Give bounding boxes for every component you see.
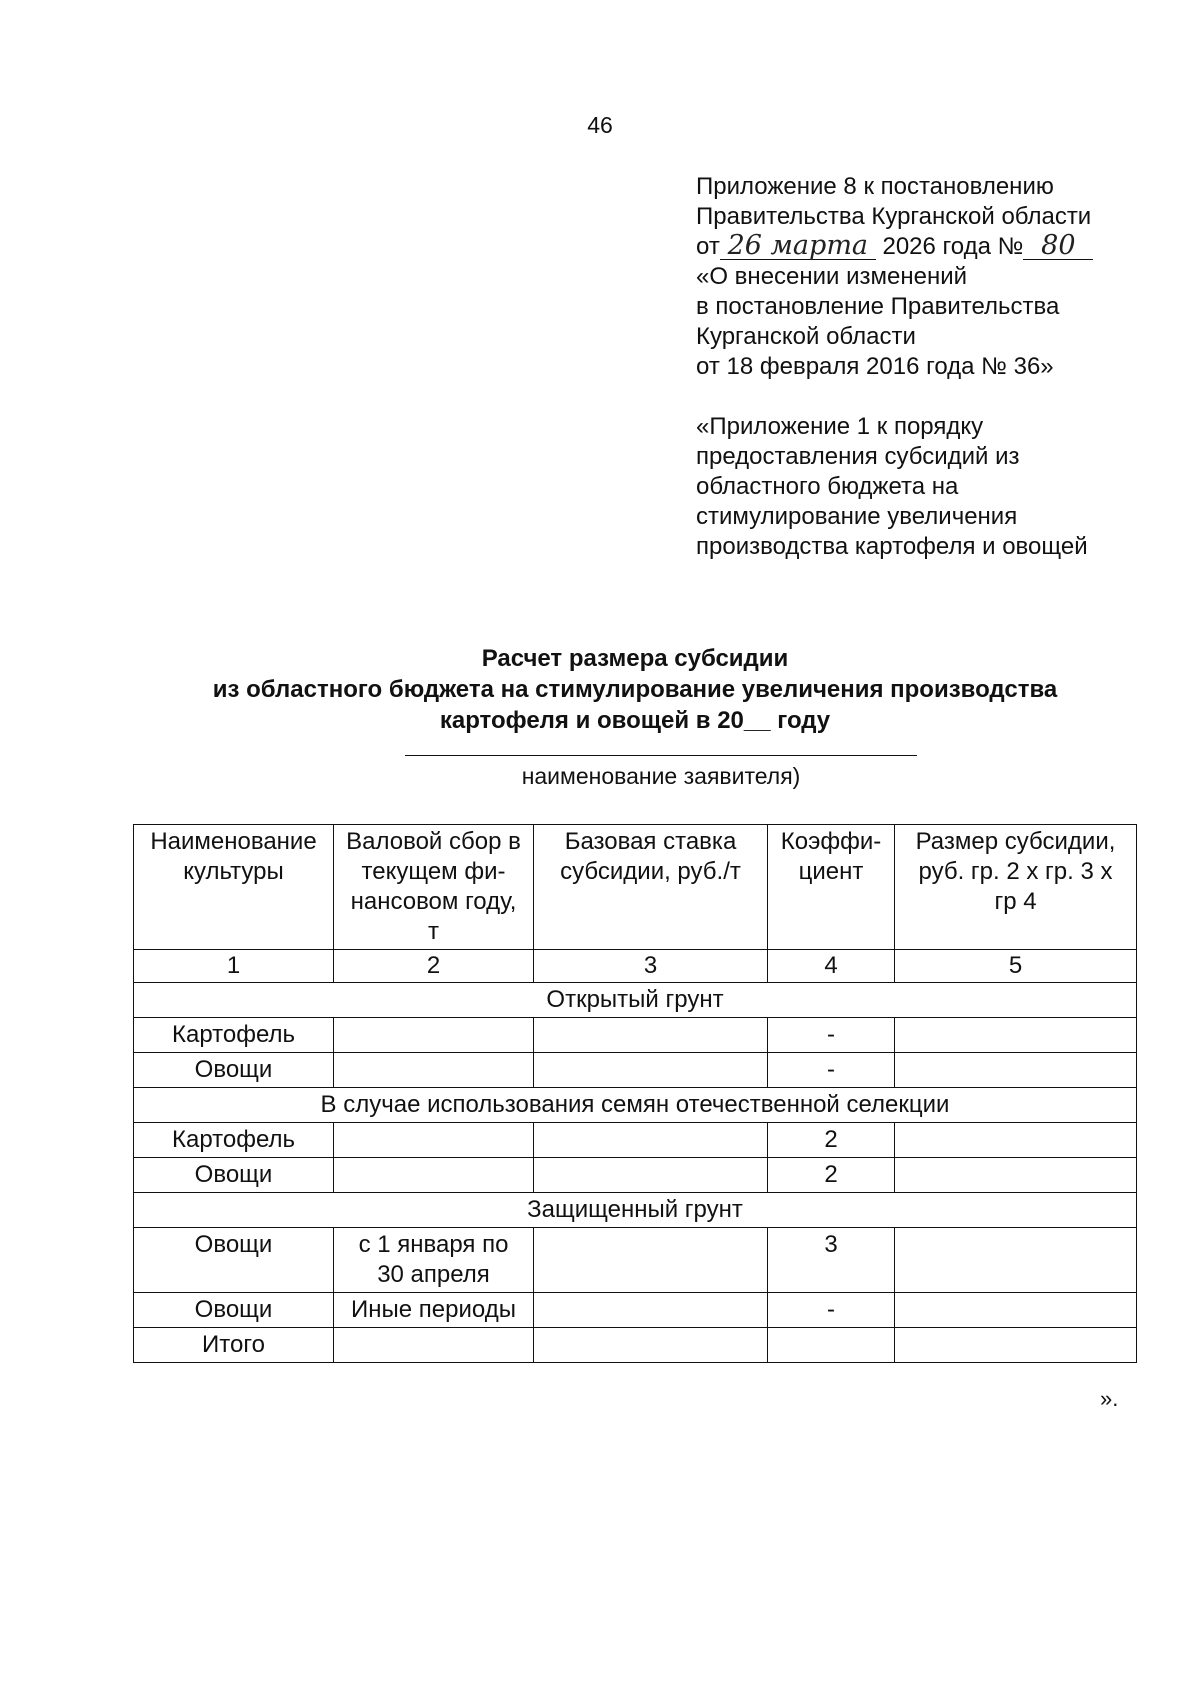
- cell-period: с 1 января по 30 апреля: [334, 1228, 534, 1293]
- title-line: Расчет размера субсидии: [481, 645, 789, 672]
- table-header-row: [134, 825, 1137, 950]
- cell-crop: Картофель: [134, 1123, 334, 1158]
- header-subsidy-amount: Размер субсидии, руб. гр. 2 х гр. 3 х гр 4: [895, 825, 1137, 950]
- cell-total-label: Итого: [134, 1328, 334, 1363]
- cell-base-rate: [534, 1158, 768, 1193]
- header-line: Приложение 8 к постановлению: [696, 173, 1054, 200]
- column-numbers-row: [134, 950, 1137, 983]
- cell-crop: Овощи: [134, 1228, 334, 1293]
- total-row: [134, 1328, 1137, 1363]
- table-row: [134, 1293, 1137, 1328]
- section-row: [134, 1193, 1137, 1228]
- cell-base-rate: [534, 1123, 768, 1158]
- cell-coefficient: -: [768, 1293, 895, 1328]
- handwritten-number: 80: [1023, 233, 1093, 260]
- header-date-middle: 2026 года №: [882, 233, 1024, 260]
- column-number: 3: [534, 950, 768, 983]
- header-date-prefix: от: [696, 233, 720, 260]
- header-line: в постановление Правительства: [696, 293, 1060, 320]
- cell-gross-harvest: [334, 1018, 534, 1053]
- appendix-line: «Приложение 1 к порядку: [696, 413, 984, 440]
- cell-gross-harvest: [334, 1158, 534, 1193]
- resolution-header: [696, 172, 1166, 562]
- section-row: [134, 1088, 1137, 1123]
- column-number: 5: [895, 950, 1137, 983]
- closing-quote-mark: ».: [1100, 1386, 1119, 1411]
- header-line: Курганской области: [696, 323, 916, 350]
- header-crop: Наименование культуры: [134, 825, 334, 950]
- column-number: 1: [134, 950, 334, 983]
- table-row: [134, 1228, 1137, 1293]
- cell-subsidy-amount: [895, 1123, 1137, 1158]
- cell-base-rate: [534, 1228, 768, 1293]
- header-line: от 18 февраля 2016 года № 36»: [696, 353, 1054, 380]
- appendix-line: производства картофеля и овощей: [696, 533, 1088, 560]
- cell-subsidy-amount: [895, 1053, 1137, 1088]
- cell-crop: Овощи: [134, 1158, 334, 1193]
- header-date-line: [696, 232, 1166, 262]
- section-open-ground: Открытый грунт: [134, 983, 1137, 1018]
- cell-base-rate: [534, 1053, 768, 1088]
- column-number: 4: [768, 950, 895, 983]
- handwritten-date: 26 марта: [720, 233, 876, 260]
- cell-gross-harvest: [334, 1123, 534, 1158]
- cell-subsidy-amount: [895, 1018, 1137, 1053]
- appendix-line: стимулирование увеличения: [696, 503, 1018, 530]
- cell-crop: Овощи: [134, 1053, 334, 1088]
- appendix-line: предоставления субсидий из: [696, 443, 1020, 470]
- cell-coefficient: 2: [768, 1123, 895, 1158]
- cell-gross-harvest: [334, 1328, 534, 1363]
- table-row: [134, 1018, 1137, 1053]
- table-row: [134, 1053, 1137, 1088]
- cell-base-rate: [534, 1018, 768, 1053]
- cell-period: Иные периоды: [334, 1293, 534, 1328]
- page-number: 46: [587, 112, 613, 138]
- section-row: [134, 983, 1137, 1018]
- header-line: «О внесении изменений: [696, 263, 968, 290]
- cell-subsidy-amount: [895, 1328, 1137, 1363]
- subsidy-calculation-table: [133, 824, 1137, 1363]
- header-line: Правительства Курганской области: [696, 203, 1092, 230]
- table-row: [134, 1158, 1137, 1193]
- cell-coefficient: 3: [768, 1228, 895, 1293]
- cell-gross-harvest: [334, 1053, 534, 1088]
- applicant-name-underline: [405, 755, 917, 756]
- column-number: 2: [334, 950, 534, 983]
- header-base-rate: Базовая ставка субсидии, руб./т: [534, 825, 768, 950]
- cell-subsidy-amount: [895, 1293, 1137, 1328]
- cell-coefficient: -: [768, 1053, 895, 1088]
- header-coefficient: Коэффи- циент: [768, 825, 895, 950]
- title-line: картофеля и овощей в 20__ году: [439, 707, 831, 734]
- cell-crop: Картофель: [134, 1018, 334, 1053]
- title-line: из областного бюджета на стимулирование увеличения производства: [212, 676, 1058, 703]
- cell-coefficient: [768, 1328, 895, 1363]
- section-domestic-seeds: В случае использования семян отечественной селекции: [134, 1088, 1137, 1123]
- table-row: [134, 1123, 1137, 1158]
- cell-subsidy-amount: [895, 1228, 1137, 1293]
- cell-coefficient: 2: [768, 1158, 895, 1193]
- section-protected-ground: Защищенный грунт: [134, 1193, 1137, 1228]
- cell-base-rate: [534, 1328, 768, 1363]
- document-title: [0, 643, 1200, 736]
- applicant-label: наименование заявителя): [521, 763, 801, 789]
- header-gross-harvest: Валовой сбор в текущем фи- нансовом году, т: [334, 825, 534, 950]
- cell-base-rate: [534, 1293, 768, 1328]
- appendix-line: областного бюджета на: [696, 473, 959, 500]
- cell-subsidy-amount: [895, 1158, 1137, 1193]
- cell-coefficient: -: [768, 1018, 895, 1053]
- cell-crop: Овощи: [134, 1293, 334, 1328]
